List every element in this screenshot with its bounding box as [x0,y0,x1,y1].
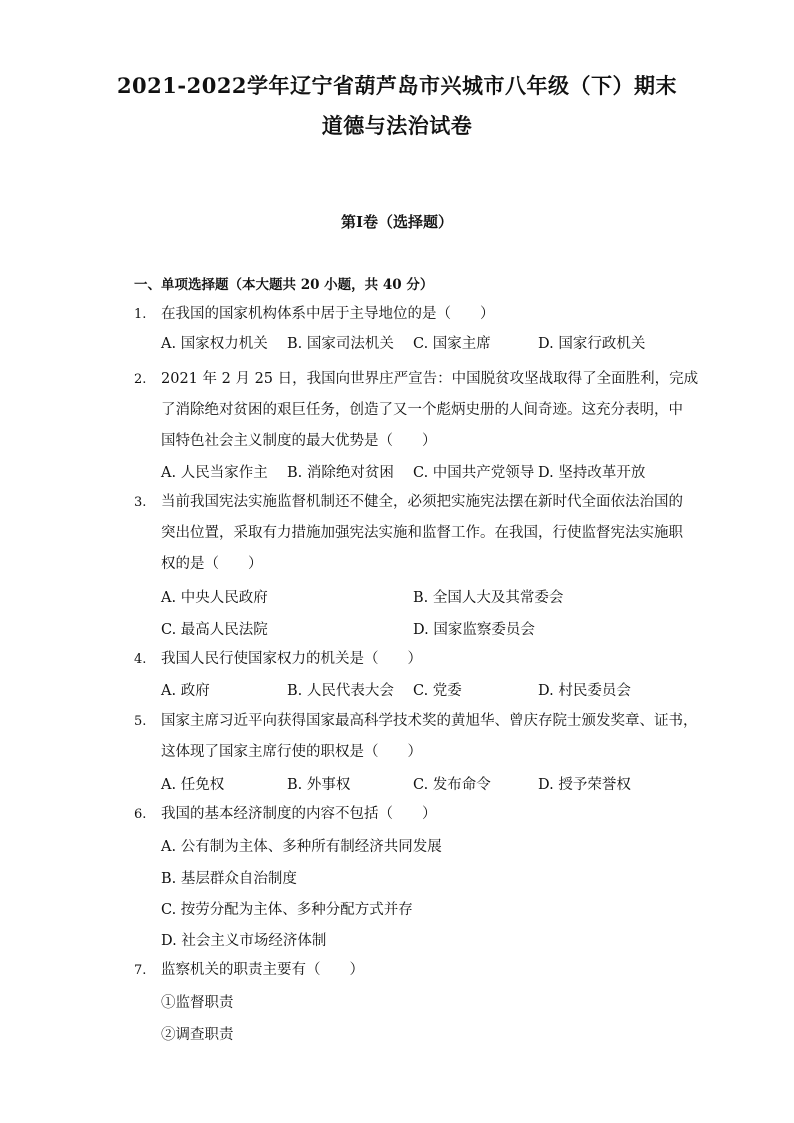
option-a: A. 国家权力机关 [161,336,268,352]
question-number: 4. [134,652,147,667]
option-c: C. 国家主席 [413,336,491,352]
question-7-item-2: ②调查职责 [161,1027,234,1043]
option-a: A. 人民当家作主 [161,465,268,481]
question-4 [134,644,694,675]
option-b: B. 外事权 [287,777,351,793]
question-number: 3. [134,495,147,510]
option-b: B. 人民代表大会 [287,683,394,699]
question-6-option-a: A. 公有制为主体、多种所有制经济共同发展 [161,839,442,855]
question-text: 这体现了国家主席行使的职权是（ ） [161,744,422,760]
question-text: 2021 年 2 月 25 日，我国向世界庄严宣告：中国脱贫攻坚战取得了全面胜利，完成 [161,371,699,387]
question-6-option-c: C. 按劳分配为主体、多种分配方式并存 [161,902,413,918]
option-c: C. 最高人民法院 [161,622,268,638]
question-6-option-d: D. 社会主义市场经济体制 [161,933,327,949]
question-6-option-b: B. 基层群众自治制度 [161,871,297,887]
question-text: 国特色社会主义制度的最大优势是（ ） [161,433,437,449]
question-3 [134,487,694,580]
question-text: 当前我国宪法实施监督机制还不健全，必须把实施宪法摆在新时代全面依法治国的 [161,494,683,510]
question-text: 突出位置，采取有力措施加强宪法实施和监督工作。在我国，行使监督宪法实施职 [161,525,683,541]
option-c: C. 中国共产党领导 [413,465,535,481]
option-d: D. 授予荣誉权 [538,777,631,793]
question-7-item-1: ①监督职责 [161,995,234,1011]
section-heading: 第I卷（选择题） [340,213,454,231]
option-b: B. 全国人大及其常委会 [413,590,564,606]
option-c: C. 发布命令 [413,777,491,793]
question-text: 在我国的国家机构体系中居于主导地位的是（ ） [161,306,495,322]
question-text: 权的是（ ） [161,556,263,572]
question-number: 2. [134,372,147,387]
option-c: C. 党委 [413,683,462,699]
option-d: D. 坚持改革开放 [538,465,646,481]
option-d: D. 村民委员会 [538,683,631,699]
option-b: B. 消除绝对贫困 [287,465,394,481]
question-number: 1. [134,307,147,322]
option-b: B. 国家司法机关 [287,336,394,352]
question-5 [134,706,698,768]
question-text: 了消除绝对贫困的艰巨任务，创造了又一个彪炳史册的人间奇迹。这充分表明，中 [161,402,683,418]
option-a: A. 政府 [161,683,210,699]
question-number: 5. [134,714,147,729]
question-6 [134,799,694,830]
question-text: 监察机关的职责主要有（ ） [161,962,364,978]
option-d: D. 国家监察委员会 [413,622,535,638]
option-a: A. 中央人民政府 [161,590,268,606]
question-1 [134,299,694,330]
question-number: 6. [134,807,147,822]
exam-title-line-1: 2021-2022学年辽宁省葫芦岛市兴城市八年级（下）期末 [116,73,678,98]
question-2 [134,364,699,457]
part-heading: 一、单项选择题（本大题共 20 小题，共 40 分） [134,277,434,293]
question-text: 国家主席习近平向获得国家最高科学技术奖的黄旭华、曾庆存院士颁发奖章、证书， [161,713,698,729]
question-number: 7. [134,963,147,978]
option-a: A. 任免权 [161,777,225,793]
question-text: 我国人民行使国家权力的机关是（ ） [161,651,422,667]
exam-title-line-2: 道德与法治试卷 [321,113,473,138]
question-7 [134,955,694,986]
question-text: 我国的基本经济制度的内容不包括（ ） [161,806,437,822]
option-d: D. 国家行政机关 [538,336,646,352]
